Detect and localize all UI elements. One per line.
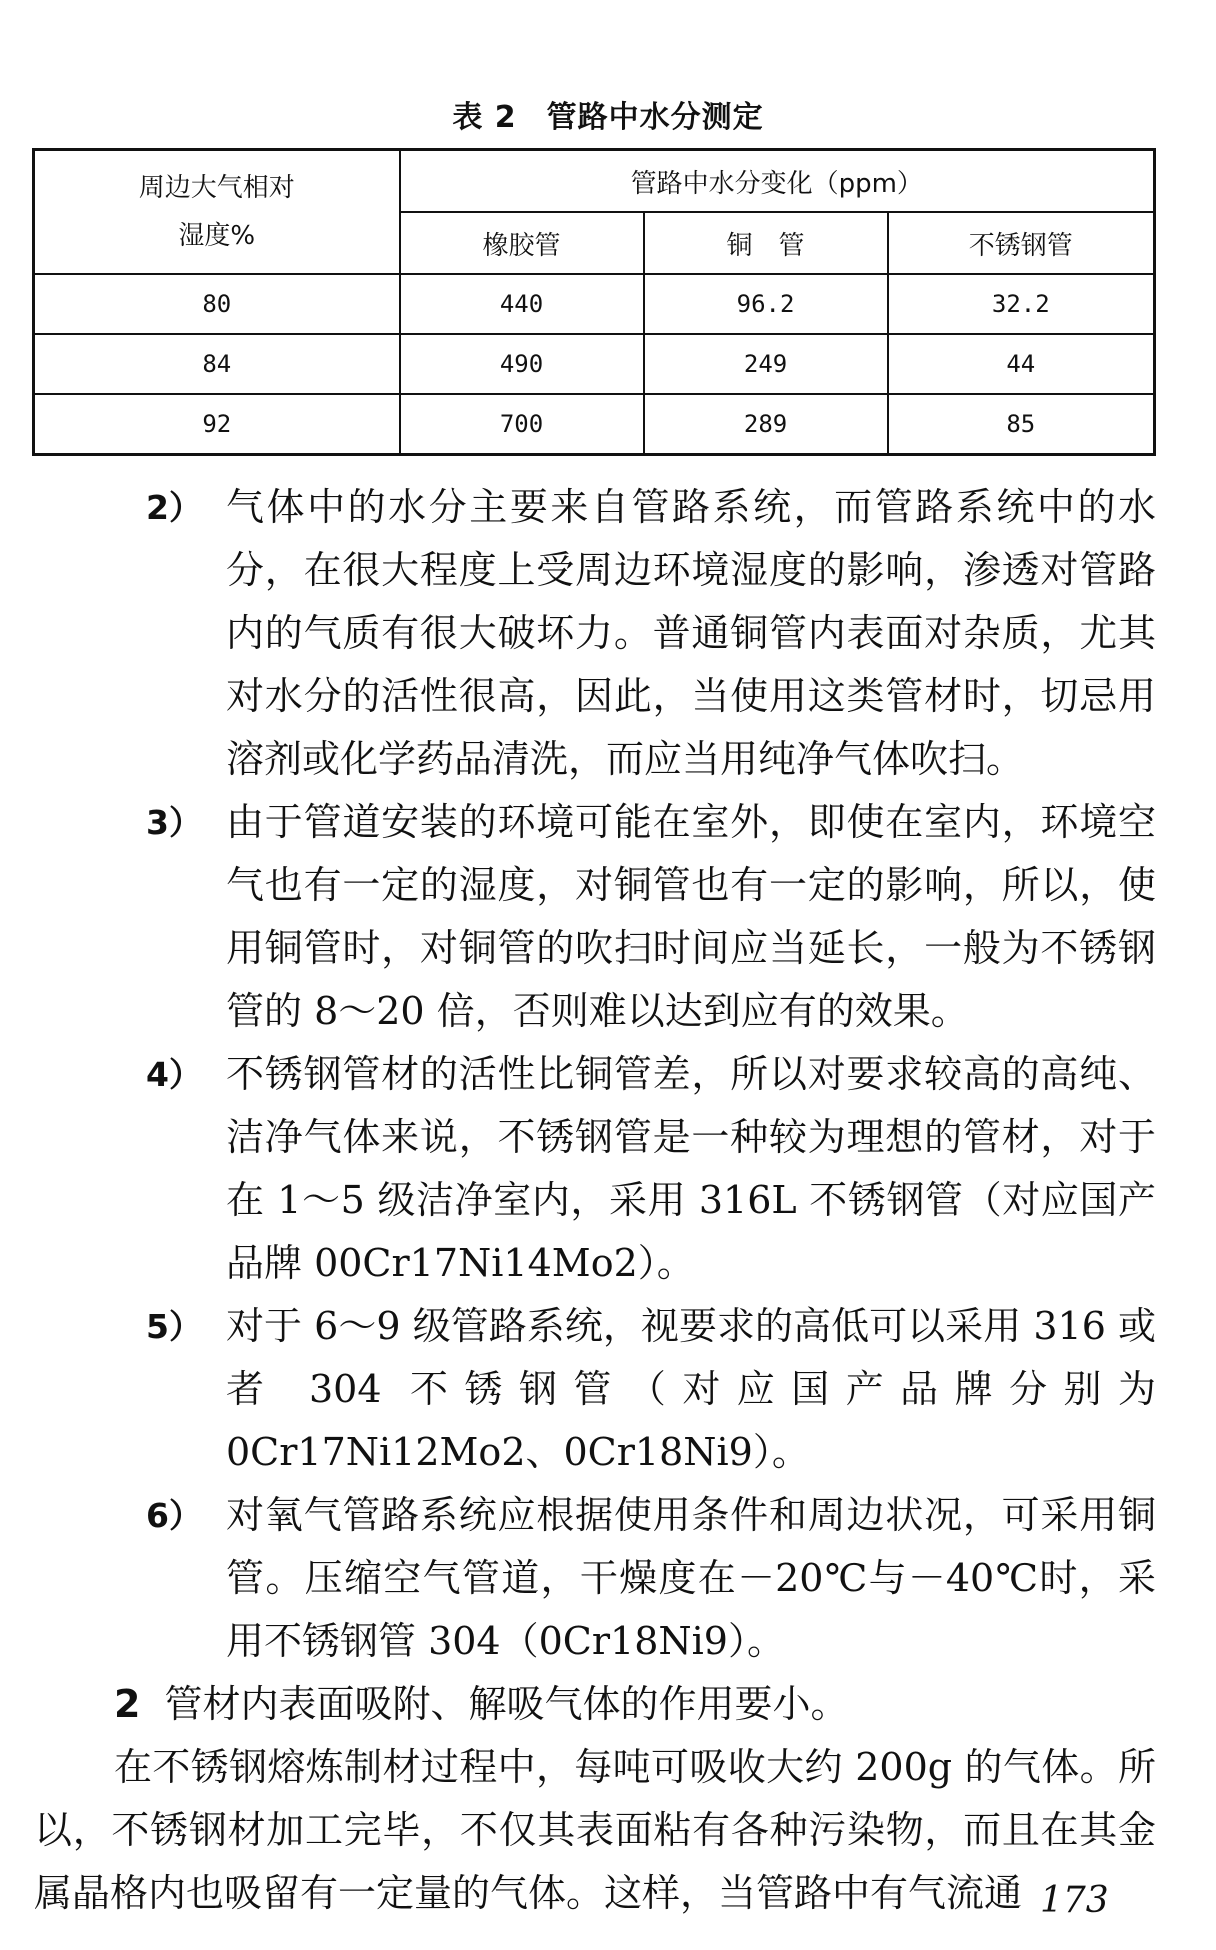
table-row — [34, 274, 1155, 334]
list-item — [34, 1043, 1156, 1295]
table-row — [34, 334, 1155, 394]
section-number: 2 — [114, 1682, 141, 1726]
cell-stainless: 32.2 — [888, 274, 1155, 334]
list-marker: 3） — [146, 803, 202, 842]
list-marker: 5） — [146, 1307, 202, 1346]
table-caption-number: 表 2 — [452, 100, 517, 135]
list-item — [34, 1484, 1156, 1673]
cell-stainless: 85 — [888, 394, 1155, 455]
body-content — [34, 476, 1156, 1925]
table-row — [34, 394, 1155, 455]
list-item-text: 气体中的水分主要来自管路系统，而管路系统中的水分，在很大程度上受周边环境湿度的影响，渗透对管路内的气质有很大破坏力。普通铜管内表面对杂质，尤其对水分的活性很高，因此，当使用这类管材时，切忌用溶剂或化学药品清洗，而应当用纯净气体吹扫。 — [226, 485, 1156, 781]
cell-copper: 289 — [644, 394, 888, 455]
humidity-header-line2: 湿度% — [178, 221, 256, 251]
list-marker: 4） — [146, 1055, 202, 1094]
list-marker: 6） — [146, 1496, 202, 1535]
page-number: 173 — [1040, 1880, 1109, 1921]
list-item-text: 由于管道安装的环境可能在室外，即使在室内，环境空气也有一定的湿度，对铜管也有一定的影响，所以，使用铜管时，对铜管的吹扫时间应当延长，一般为不锈钢管的 8～20 倍，否则难以达到应有的效果。 — [226, 800, 1156, 1033]
list-item — [34, 791, 1156, 1043]
column-header-stainless: 不锈钢管 — [888, 212, 1155, 274]
humidity-header-line1: 周边大气相对 — [138, 173, 295, 203]
column-header-rubber: 橡胶管 — [400, 212, 644, 274]
list-item — [34, 476, 1156, 791]
cell-humidity: 80 — [34, 274, 400, 334]
cell-copper: 249 — [644, 334, 888, 394]
section-heading — [114, 1673, 1156, 1736]
table-caption-title: 管路中水分测定 — [546, 100, 764, 135]
cell-humidity: 84 — [34, 334, 400, 394]
humidity-header — [34, 150, 400, 275]
section-title: 管材内表面吸附、解吸气体的作用要小。 — [164, 1682, 849, 1726]
list-marker: 2） — [146, 488, 202, 527]
list-item-text: 对氧气管路系统应根据使用条件和周边状况，可采用铜管。压缩空气管道，干燥度在－20℃与－40℃时，采用不锈钢管 304（0Cr18Ni9）。 — [226, 1493, 1156, 1663]
cell-rubber: 440 — [400, 274, 644, 334]
cell-humidity: 92 — [34, 394, 400, 455]
cell-rubber: 490 — [400, 334, 644, 394]
moisture-change-header: 管路中水分变化（ppm） — [400, 150, 1155, 213]
table-caption — [0, 92, 1216, 136]
column-header-copper: 铜 管 — [644, 212, 888, 274]
list-item-text: 不锈钢管材的活性比铜管差，所以对要求较高的高纯、洁净气体来说，不锈钢管是一种较为理想的管材，对于在 1～5 级洁净室内，采用 316L 不锈钢管（对应国产品牌 00Cr17Ni14Mo2）。 — [226, 1052, 1156, 1285]
cell-rubber: 700 — [400, 394, 644, 455]
cell-stainless: 44 — [888, 334, 1155, 394]
list-item — [34, 1295, 1156, 1484]
list-item-text: 对于 6～9 级管路系统，视要求的高低可以采用 316 或者 304 不锈钢管（对应国产品牌分别为 0Cr17Ni12Mo2、0Cr18Ni9）。 — [226, 1304, 1156, 1474]
body-paragraph: 在不锈钢熔炼制材过程中，每吨可吸收大约 200g 的气体。所以，不锈钢材加工完毕，不仅其表面粘有各种污染物，而且在其金属晶格内也吸留有一定量的气体。这样，当管路中有气流通 — [34, 1745, 1156, 1915]
cell-copper: 96.2 — [644, 274, 888, 334]
moisture-table — [32, 148, 1156, 456]
